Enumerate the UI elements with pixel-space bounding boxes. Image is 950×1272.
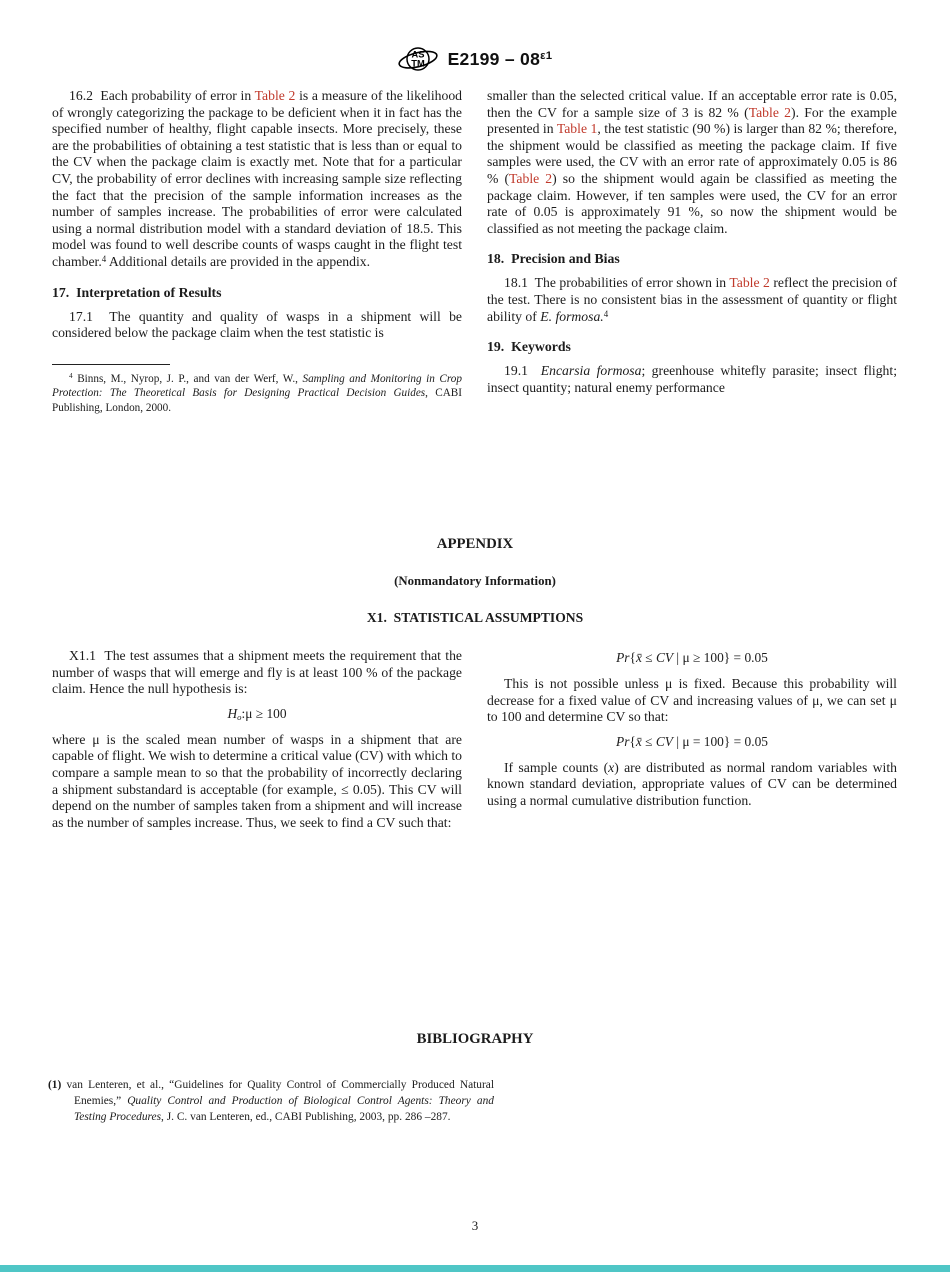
- footnote-block: [52, 364, 462, 415]
- table-reference-link[interactable]: Table 2: [748, 104, 792, 120]
- appendix-title: APPENDIX: [436, 536, 514, 552]
- formula-pr-ge-100: Pr{x̄ ≤ CV | μ ≥ 100} = 0.05: [616, 650, 768, 665]
- main-content: [52, 88, 898, 415]
- paragraph-not-possible: This is not possible unless μ is fixed. Because this probability will decrease for a fixed value of CV and increasing values of μ, we can set μ to 100 and determine CV so that:: [487, 676, 897, 725]
- paragraph-16-2: 16.2 Each probability of error in Table 2 is a measure of the likelihood of wrongly categorizing the package to be deficient when it in fact has the specified number of healthy, flight capable insects. More precisely, these are the probabilities of obtaining a test statistic that is less than or equal to the CV when the package claim is exactly met. Note that for a particular CV, the probability of error declines with increasing sample size reflecting the fact that the precision of the sample information increases as the number of samples increase. The probabilities of error were calculated using a normal distribution model with a standard deviation of 18.5. This model was found to well describe counts of wasps caught in the flight test chamber.$^4$ Additional details are provided in the appendix.: [52, 88, 463, 269]
- document-designation: $E2199 - 08^{\varepsilon 1}$: [447, 48, 553, 69]
- appendix-subtitle: (Nonmandatory Information): [394, 574, 556, 588]
- paragraph-where-mu: where μ is the scaled mean number of wasps in a shipment that are capable of flight. We wish to determine a critical value (CV) with which to compare a sample mean to so that the probability of incorrectly declaring a shipment substandard is acceptable (for example, ≤ 0.05). This CV will depend on the number of samples taken from a shipment and will increase as the number of samples increase. Thus, we seek to find a CV such that:: [52, 731, 462, 830]
- page-number: 3: [471, 1218, 479, 1233]
- page-header: [0, 42, 950, 76]
- paragraph-19-1: 19.1 Encarsia formosa; greenhouse whitefly parasite; insect flight; insect quantity; natural enemy performance: [487, 363, 897, 395]
- paragraph-16-2-continued: smaller than the selected critical value. If an acceptable error rate is 0.05, then the CV for a sample size of 3 is 82 % (Table 2). For the example presented in Table 1, the test statistic (90 %) is larger than 82 %; therefore, the shipment would be classified as meeting the package claim. If five samples were used, the CV with an error rate of approximately 0.05 is 86 % (Table 2) so the shipment would again be classified as meeting the package claim. However, if ten samples were used, the CV for an error rate of 0.05 is approximately 91 %, so now the shipment would be classified as not meeting the package claim.: [487, 88, 898, 236]
- bottom-teal-bar: [0, 1265, 950, 1272]
- left-column: [52, 88, 462, 415]
- appendix-left-column: [52, 648, 462, 831]
- bibliography-title: BIBLIOGRAPHY: [416, 1031, 534, 1047]
- appendix-content: [52, 648, 898, 831]
- heading-17-interpretation-of-results: 17. Interpretation of Results: [52, 284, 222, 300]
- svg-text:AS: AS: [411, 49, 425, 60]
- right-column: [487, 88, 897, 415]
- astm-logo-icon: [398, 42, 438, 76]
- heading-18-precision-and-bias: 18. Precision and Bias: [487, 251, 620, 267]
- paragraph-if-sample-counts: If sample counts (x) are distributed as normal random variables with known standard deviation, appropriate values of CV can be determined using a normal cumulative distribution function.: [487, 759, 897, 808]
- formula-pr-eq-100: Pr{x̄ ≤ CV | μ = 100} = 0.05: [616, 733, 768, 749]
- appendix-section-x1-title: X1. STATISTICAL ASSUMPTIONS: [366, 610, 584, 625]
- svg-text:TM: TM: [410, 58, 425, 69]
- heading-19-keywords: 19. Keywords: [487, 339, 571, 355]
- appendix-right-column: [487, 648, 897, 831]
- footnote-divider: [52, 364, 170, 365]
- footnote-4: $^4$ Binns, M., Nyrop, J. P., and van der Werf, W., Sampling and Monitoring in Crop Protection: The Theoretical Basis for Designing Practical Decision Guides, CABI Publishing, London, 2000.: [52, 372, 462, 414]
- paragraph-x1-1: X1.1 The test assumes that a shipment meets the requirement that the number of wasps that will emerge and fly is at least 100 % of the package claim. Hence the null hypothesis is:: [52, 648, 462, 697]
- table-reference-link[interactable]: Table 2: [254, 88, 296, 103]
- bibliography-entry-1: (1) van Lenteren, et al., “Guidelines for Quality Control of Commercially Produced Natural Enemies,” Quality Control and Production of Biological Control Agents: Theory and Testing Procedures, J. C. van Lenteren, ed., CABI Publishing, 2003, pp. 286 –287.: [48, 1079, 495, 1123]
- paragraph-17-1: 17.1 The quantity and quality of wasps in a shipment will be considered below the package claim when the test statistic is: [52, 308, 462, 341]
- paragraph-18-1: 18.1 The probabilities of error shown in Table 2 reflect the precision of the test. There is no consistent bias in the assessment of quantity or flight ability of E. formosa.$^4$: [487, 275, 898, 324]
- table-reference-link[interactable]: Table 2: [509, 170, 553, 186]
- table-reference-link[interactable]: Table 2: [729, 275, 770, 291]
- appendix-headings: [0, 536, 950, 626]
- formula-null-hypothesis: Ho:μ ≥ 100: [227, 705, 287, 723]
- table-reference-link[interactable]: Table 1: [556, 121, 598, 137]
